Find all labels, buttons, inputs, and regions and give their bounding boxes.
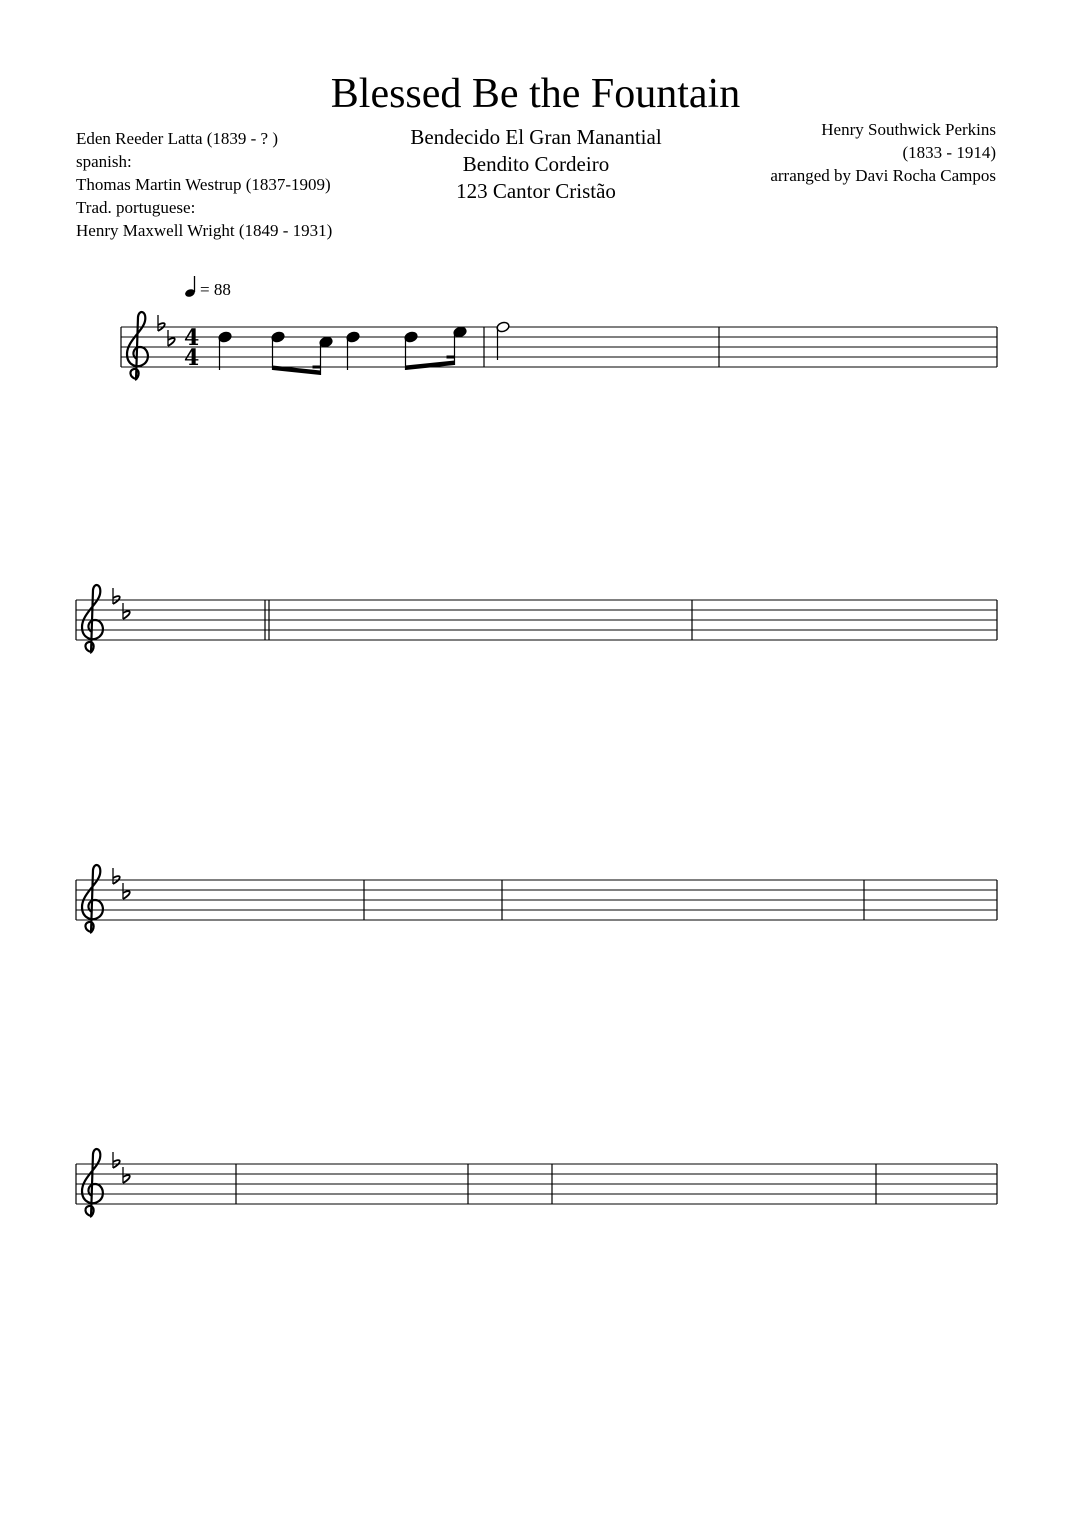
credit-line: (1833 - 1914) <box>902 143 996 162</box>
tempo-note-icon <box>184 276 196 298</box>
staves <box>76 312 997 1217</box>
treble-clef-icon <box>82 585 103 653</box>
key-flat-icon <box>113 868 120 884</box>
key-flat-icon <box>123 1167 130 1183</box>
credit-line: Thomas Martin Westrup (1837-1909) <box>76 175 331 194</box>
key-flat-icon <box>113 1152 120 1168</box>
credit-line: Trad. portuguese: <box>76 198 196 217</box>
page-title: Blessed Be the Fountain <box>330 71 741 117</box>
credit-line: spanish: <box>76 152 132 171</box>
key-flat-icon <box>168 330 175 346</box>
beam <box>406 361 455 371</box>
svg-text:4: 4 <box>184 345 200 371</box>
subtitle-line: Bendecido El Gran Manantial <box>410 125 662 149</box>
credit-line: Henry Southwick Perkins <box>821 120 996 139</box>
svg-text:4: 4 <box>184 325 200 351</box>
treble-clef-icon <box>82 865 103 933</box>
subtitle-line: 123 Cantor Cristão <box>456 179 616 203</box>
credit-line: Eden Reeder Latta (1839 - ? ) <box>76 129 279 148</box>
subtitle-line: Bendito Cordeiro <box>462 152 610 176</box>
key-flat-icon <box>158 315 165 331</box>
key-flat-icon <box>123 883 130 899</box>
credit-line: Henry Maxwell Wright (1849 - 1931) <box>76 221 333 240</box>
treble-clef-icon <box>82 1149 103 1217</box>
key-flat-icon <box>113 588 120 604</box>
time-signature <box>184 325 199 371</box>
credit-line: arranged by Davi Rocha Campos <box>770 166 996 185</box>
tempo-marking: = 88 <box>200 280 231 299</box>
key-flat-icon <box>123 603 130 619</box>
treble-clef-icon <box>127 312 148 380</box>
